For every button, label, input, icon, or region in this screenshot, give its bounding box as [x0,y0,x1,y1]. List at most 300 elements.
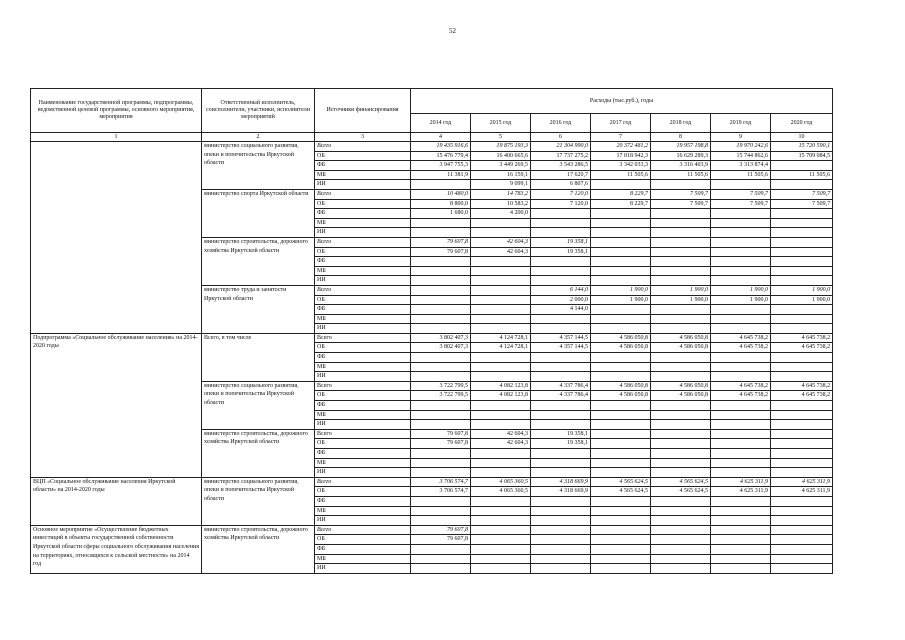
expense-value [651,228,711,238]
expense-value: 1 900,0 [771,285,833,295]
expense-value [711,372,771,382]
expense-value [591,257,651,267]
expense-value [411,266,471,276]
expense-value [771,247,833,257]
header-source: Источники финансирования [315,89,411,133]
funding-source: Всего [315,477,411,487]
program-name [31,142,202,334]
funding-source: ИИ [315,324,411,334]
expense-value [471,564,531,574]
expense-value [771,362,833,372]
expense-value [711,458,771,468]
executor-name: министерство социального развития, опеки и попечительства Иркутской области [202,142,315,190]
expense-value: 19 358,1 [531,429,591,439]
expense-value: 3 802 407,3 [411,333,471,343]
expense-value [531,516,591,526]
expense-value [591,429,651,439]
expense-value [531,257,591,267]
expense-value: 1 900,0 [711,295,771,305]
header-program: Наименование государственной программы, подпрограммы, ведомственной целевой программы, основного мероприятия, мероприятия [31,89,202,133]
expense-value [711,439,771,449]
expense-value: 4 586 050,8 [591,333,651,343]
funding-source: Всего [315,429,411,439]
expense-value [771,228,833,238]
expense-value [531,420,591,430]
expense-value [651,516,711,526]
expense-value [471,218,531,228]
expense-value [411,305,471,315]
funding-source: Всего [315,525,411,535]
expense-value [471,276,531,286]
program-name: Основное мероприятие «Осуществление бюджетных инвестиций в объекты государственной собственности Иркутской области сферы социального обслуживания населения на территориях, относящихся к сельской местности» на 2014 год [31,525,202,573]
expense-value: 4 645 738,2 [771,343,833,353]
executor-name: Всего, в том числе [202,333,315,381]
expense-value: 4 565 624,5 [651,477,711,487]
expense-value [711,276,771,286]
funding-source: ИИ [315,372,411,382]
executor-name: министерство строительства, дорожного хозяйства Иркутской области [202,237,315,285]
expense-value [591,458,651,468]
header-col-number: 6 [531,133,591,142]
funding-source: ИИ [315,516,411,526]
expense-value [771,429,833,439]
expense-value: 19 358,1 [531,237,591,247]
expense-value [411,468,471,478]
expense-value: 11 381,9 [411,170,471,180]
expense-value [471,266,531,276]
expense-value [531,266,591,276]
funding-source: МБ [315,362,411,372]
expense-value [471,544,531,554]
expense-value [651,324,711,334]
expense-value: 3 706 574,7 [411,477,471,487]
funding-source: Всего [315,333,411,343]
funding-source: ФБ [315,161,411,171]
expense-value [411,276,471,286]
expense-value: 4 124 728,1 [471,333,531,343]
table-row [31,333,833,343]
expense-value [771,218,833,228]
expense-value: 19 875 193,3 [471,142,531,152]
expense-value [591,228,651,238]
expense-value [711,228,771,238]
expense-value [531,209,591,219]
expense-value [711,410,771,420]
expense-value: 4 645 738,2 [771,381,833,391]
expense-value [651,420,711,430]
expense-value: 21 304 990,0 [531,142,591,152]
executor-name: министерство строительства, дорожного хозяйства Иркутской области [202,525,315,573]
expense-value [711,516,771,526]
expense-value: 10 583,2 [471,199,531,209]
header-col-number: 2 [202,133,315,142]
expense-value [531,324,591,334]
expense-value [471,362,531,372]
expense-value: 6 807,6 [531,180,591,190]
expense-value [531,362,591,372]
expense-value [651,257,711,267]
expense-value [651,410,711,420]
expense-value [651,496,711,506]
expense-value: 1 900,0 [651,295,711,305]
expense-value: 1 900,0 [591,295,651,305]
expense-value [471,458,531,468]
expense-value [651,353,711,363]
executor-name: министерство спорта Иркутской области [202,189,315,237]
expense-value [471,295,531,305]
expense-value [531,468,591,478]
expense-value [411,257,471,267]
funding-source: МБ [315,170,411,180]
header-year: 2016 год [531,114,591,133]
expense-value: 3 947 755,3 [411,161,471,171]
expense-value: 3 543 286,5 [531,161,591,171]
expense-value [771,420,833,430]
expense-value [471,401,531,411]
expense-value: 19 358,1 [531,247,591,257]
expense-value [591,410,651,420]
funding-source: ФБ [315,496,411,506]
expense-value [711,218,771,228]
expense-value: 16 629 289,3 [651,151,711,161]
expense-value [771,564,833,574]
funding-source: МБ [315,266,411,276]
expense-value [591,420,651,430]
expense-value: 79 607,8 [411,439,471,449]
executor-name: министерство социального развития, опеки и попечительства Иркутской области [202,381,315,429]
expense-value: 4 645 738,2 [711,381,771,391]
funding-source: ИИ [315,180,411,190]
expense-value [411,314,471,324]
expense-value [651,535,711,545]
expense-value: 8 229,7 [591,199,651,209]
expense-value [771,506,833,516]
expense-value: 7 509,7 [771,199,833,209]
expense-value [411,285,471,295]
expense-value [531,525,591,535]
expense-value [531,458,591,468]
expense-value [711,305,771,315]
expense-value [711,180,771,190]
expense-value: 9 099,1 [471,180,531,190]
expense-value [771,458,833,468]
expense-value: 17 737 275,2 [531,151,591,161]
expense-value [591,353,651,363]
expense-value: 3 802 407,3 [411,343,471,353]
expense-value: 4 586 050,8 [651,381,711,391]
funding-source: МБ [315,410,411,420]
expense-value: 4 625 311,9 [771,487,833,497]
expense-value [711,544,771,554]
expense-value [711,237,771,247]
expense-value [531,449,591,459]
expense-value [711,314,771,324]
expense-value [531,496,591,506]
expense-value [711,401,771,411]
funding-source: ИИ [315,276,411,286]
expense-value: 3 342 033,3 [591,161,651,171]
expense-value [711,353,771,363]
expense-value: 4 318 669,9 [531,477,591,487]
expense-value: 4 565 624,5 [591,477,651,487]
expense-value [771,554,833,564]
expense-value [591,276,651,286]
expense-value [471,496,531,506]
expense-value [471,305,531,315]
funding-source: ФБ [315,449,411,459]
expense-value [711,247,771,257]
header-col-number: 1 [31,133,202,142]
expense-value [711,324,771,334]
expense-value [771,353,833,363]
expense-value [771,161,833,171]
header-year: 2017 год [591,114,651,133]
expense-value: 4 565 624,5 [591,487,651,497]
expense-value: 4 645 738,2 [771,391,833,401]
funding-source: Всего [315,237,411,247]
expense-value: 4 065 360,5 [471,477,531,487]
expense-value: 1 900,0 [711,285,771,295]
expense-value [651,564,711,574]
expense-value [591,314,651,324]
funding-source: МБ [315,554,411,564]
expense-value: 4 565 624,5 [651,487,711,497]
expense-value: 8 800,0 [411,199,471,209]
expense-value [771,496,833,506]
header-col-number: 4 [411,133,471,142]
expense-value [771,439,833,449]
expense-value [411,554,471,564]
executor-name: министерство труда и занятости Иркутской области [202,285,315,333]
expense-value [471,410,531,420]
header-col-number: 7 [591,133,651,142]
expense-value: 17 018 942,3 [591,151,651,161]
page-number: 52 [449,27,456,35]
expense-value [711,468,771,478]
expense-value [411,228,471,238]
expense-value: 19 435 916,6 [411,142,471,152]
expense-value [651,468,711,478]
financing-table [30,88,833,574]
expense-value [591,468,651,478]
expense-value [591,564,651,574]
expense-value [771,237,833,247]
expense-value: 1 900,0 [651,285,711,295]
expense-value [711,449,771,459]
expense-value: 4 586 050,8 [651,333,711,343]
expense-value [651,458,711,468]
expense-value [531,410,591,420]
funding-source: ОБ [315,295,411,305]
expense-value [771,525,833,535]
expense-value [531,276,591,286]
expense-value [471,554,531,564]
expense-value: 4 645 738,2 [771,333,833,343]
funding-source: ОБ [315,535,411,545]
expense-value [771,305,833,315]
expense-value [771,324,833,334]
expense-value [471,535,531,545]
expense-value: 15 720 590,1 [771,142,833,152]
expense-value [471,506,531,516]
expense-value [591,218,651,228]
expense-value: 4 645 738,2 [711,391,771,401]
expense-value [711,496,771,506]
expense-value [411,564,471,574]
header-year: 2015 год [471,114,531,133]
expense-value [711,257,771,267]
expense-value: 20 372 481,2 [591,142,651,152]
expense-value: 11 505,6 [711,170,771,180]
expense-value: 4 124 728,1 [471,343,531,353]
expense-value [651,525,711,535]
funding-source: МБ [315,218,411,228]
funding-source: МБ [315,506,411,516]
expense-value [651,506,711,516]
header-col-number: 3 [315,133,411,142]
expense-value [711,362,771,372]
funding-source: ФБ [315,209,411,219]
expense-value: 4 357 144,5 [531,343,591,353]
expense-value [411,353,471,363]
expense-value [531,218,591,228]
expense-value [411,506,471,516]
expense-value [591,266,651,276]
funding-source: ФБ [315,401,411,411]
expense-value [771,209,833,219]
funding-source: Всего [315,285,411,295]
expense-value: 2 000,0 [531,295,591,305]
expense-value: 4 337 786,4 [531,381,591,391]
expense-value [471,324,531,334]
expense-value [411,218,471,228]
funding-source: Всего [315,189,411,199]
expense-value [531,535,591,545]
expense-value [771,516,833,526]
expense-value [651,218,711,228]
expense-value: 7 509,7 [711,189,771,199]
expense-value [591,401,651,411]
table-row [31,525,833,535]
expense-value [471,285,531,295]
expense-value [591,506,651,516]
expense-value [711,266,771,276]
expense-value [771,535,833,545]
expense-value [771,401,833,411]
expense-value [591,516,651,526]
expense-value [531,372,591,382]
expense-value [591,449,651,459]
expense-value [651,429,711,439]
expense-value: 16 159,1 [471,170,531,180]
expense-value [651,544,711,554]
expense-value [411,324,471,334]
table-row [31,477,833,487]
expense-value [591,372,651,382]
expense-value [471,257,531,267]
header-col-number: 10 [771,133,833,142]
expense-value [531,401,591,411]
expense-value [771,180,833,190]
expense-value: 4 645 738,2 [711,343,771,353]
expense-value [651,439,711,449]
expense-value: 1 900,0 [771,295,833,305]
expense-value [591,324,651,334]
expense-value: 79 607,8 [411,525,471,535]
expense-value [471,525,531,535]
program-name: ВЦП «Социальное обслуживание населения Иркутской области» на 2014-2020 годы [31,477,202,525]
expense-value: 10 480,0 [411,189,471,199]
program-name: Подпрограмма «Социальное обслуживание населения» на 2014-2020 годы [31,333,202,477]
expense-value: 3 316 403,9 [651,161,711,171]
expense-value [411,372,471,382]
expense-value [411,180,471,190]
expense-value: 79 607,8 [411,535,471,545]
expense-value [711,506,771,516]
expense-value: 42 604,3 [471,439,531,449]
expense-value [531,544,591,554]
expense-value: 16 400 665,6 [471,151,531,161]
expense-value: 4 645 738,2 [711,333,771,343]
expense-value [771,468,833,478]
expense-value [651,362,711,372]
expense-value [651,372,711,382]
expense-value: 7 509,7 [651,189,711,199]
expense-value [771,410,833,420]
expense-value [651,449,711,459]
expense-value: 7 509,7 [711,199,771,209]
expense-value: 7 120,0 [531,189,591,199]
expense-value [531,554,591,564]
header-col-number: 9 [711,133,771,142]
expense-value [411,295,471,305]
funding-source: ФБ [315,544,411,554]
expense-value [411,544,471,554]
expense-value [411,401,471,411]
funding-source: Всего [315,381,411,391]
expense-value: 3 722 799,5 [411,381,471,391]
expense-value: 11 505,6 [771,170,833,180]
expense-value [591,305,651,315]
expense-value: 17 620,7 [531,170,591,180]
expense-value: 4 065 360,5 [471,487,531,497]
expense-value [591,439,651,449]
expense-value [531,506,591,516]
expense-value [411,449,471,459]
expense-value [711,429,771,439]
funding-source: ОБ [315,151,411,161]
header-year: 2019 год [711,114,771,133]
expense-value [471,372,531,382]
expense-value [771,544,833,554]
expense-value: 6 144,0 [531,285,591,295]
expense-value [771,266,833,276]
expense-value: 11 505,6 [651,170,711,180]
expense-value [591,544,651,554]
funding-source: МБ [315,458,411,468]
funding-source: ИИ [315,564,411,574]
expense-value: 3 722 799,5 [411,391,471,401]
expense-value [591,535,651,545]
expense-value [651,276,711,286]
expense-value: 4 082 123,8 [471,391,531,401]
expense-value [531,353,591,363]
expense-value [651,305,711,315]
funding-source: ИИ [315,420,411,430]
expense-value: 79 607,8 [411,237,471,247]
expense-value [531,228,591,238]
expense-value [411,496,471,506]
